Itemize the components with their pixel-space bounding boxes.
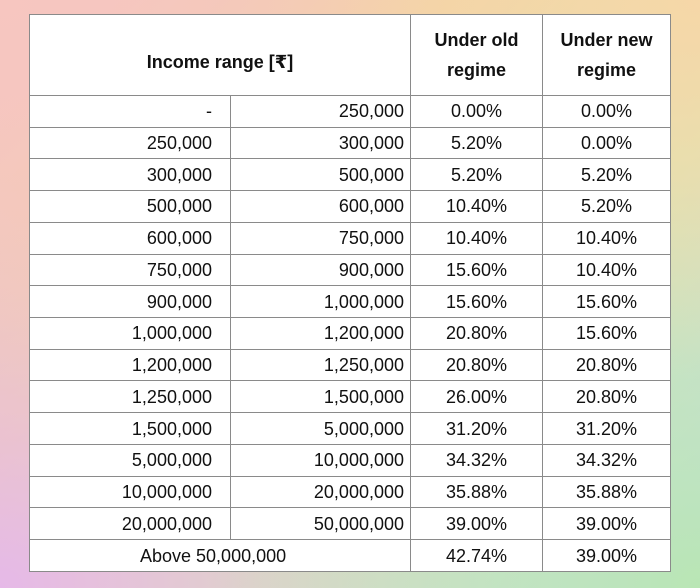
cell-income-to: 1,250,000 xyxy=(231,349,411,381)
cell-income-from: 1,500,000 xyxy=(30,413,231,445)
header-new-regime xyxy=(543,15,671,96)
cell-income-to: 250,000 xyxy=(231,95,411,127)
cell-old-regime-rate: 20.80% xyxy=(411,318,543,350)
header-old-regime-line2: regime xyxy=(446,59,507,80)
cell-old-regime-rate: 42.74% xyxy=(411,540,543,572)
tax-rate-table xyxy=(29,14,671,572)
cell-income-from: 1,000,000 xyxy=(30,318,231,350)
table-row xyxy=(30,127,671,159)
cell-income-to: 20,000,000 xyxy=(231,476,411,508)
tax-rate-table-container xyxy=(29,14,670,572)
cell-income-from: 600,000 xyxy=(30,222,231,254)
cell-income-from: 5,000,000 xyxy=(30,444,231,476)
cell-income-to: 1,000,000 xyxy=(231,286,411,318)
cell-income-from: 1,200,000 xyxy=(30,349,231,381)
cell-income-above: Above 50,000,000 xyxy=(30,540,411,572)
table-row xyxy=(30,349,671,381)
cell-income-from: 300,000 xyxy=(30,159,231,191)
cell-income-to: 600,000 xyxy=(231,191,411,223)
cell-new-regime-rate: 10.40% xyxy=(543,254,671,286)
table-row xyxy=(30,413,671,445)
cell-new-regime-rate: 39.00% xyxy=(543,540,671,572)
cell-income-to: 1,200,000 xyxy=(231,318,411,350)
table-row xyxy=(30,95,671,127)
cell-old-regime-rate: 26.00% xyxy=(411,381,543,413)
cell-new-regime-rate: 0.00% xyxy=(543,95,671,127)
table-row xyxy=(30,286,671,318)
cell-income-from: 900,000 xyxy=(30,286,231,318)
cell-income-to: 50,000,000 xyxy=(231,508,411,540)
cell-old-regime-rate: 39.00% xyxy=(411,508,543,540)
cell-old-regime-rate: 0.00% xyxy=(411,95,543,127)
header-new-regime-line1: Under new xyxy=(560,29,653,50)
header-new-regime-line2: regime xyxy=(576,59,637,80)
cell-old-regime-rate: 34.32% xyxy=(411,444,543,476)
cell-old-regime-rate: 10.40% xyxy=(411,191,543,223)
table-row xyxy=(30,222,671,254)
cell-new-regime-rate: 31.20% xyxy=(543,413,671,445)
cell-old-regime-rate: 15.60% xyxy=(411,286,543,318)
cell-old-regime-rate: 20.80% xyxy=(411,349,543,381)
cell-income-from: 500,000 xyxy=(30,191,231,223)
cell-old-regime-rate: 35.88% xyxy=(411,476,543,508)
table-row xyxy=(30,381,671,413)
cell-old-regime-rate: 10.40% xyxy=(411,222,543,254)
header-spacer-cell xyxy=(30,15,411,30)
cell-new-regime-rate: 15.60% xyxy=(543,318,671,350)
cell-income-from: 20,000,000 xyxy=(30,508,231,540)
table-row xyxy=(30,444,671,476)
cell-new-regime-rate: 39.00% xyxy=(543,508,671,540)
cell-new-regime-rate: 10.40% xyxy=(543,222,671,254)
cell-old-regime-rate: 31.20% xyxy=(411,413,543,445)
cell-old-regime-rate: 5.20% xyxy=(411,127,543,159)
cell-income-to: 1,500,000 xyxy=(231,381,411,413)
table-row xyxy=(30,476,671,508)
cell-income-to: 500,000 xyxy=(231,159,411,191)
cell-new-regime-rate: 20.80% xyxy=(543,349,671,381)
cell-income-from: 250,000 xyxy=(30,127,231,159)
header-spacer-row xyxy=(30,15,671,30)
cell-new-regime-rate: 5.20% xyxy=(543,191,671,223)
table-row xyxy=(30,159,671,191)
cell-old-regime-rate: 5.20% xyxy=(411,159,543,191)
table-row xyxy=(30,318,671,350)
cell-old-regime-rate: 15.60% xyxy=(411,254,543,286)
cell-new-regime-rate: 15.60% xyxy=(543,286,671,318)
cell-income-to: 750,000 xyxy=(231,222,411,254)
table-row xyxy=(30,254,671,286)
cell-income-from: 10,000,000 xyxy=(30,476,231,508)
cell-new-regime-rate: 5.20% xyxy=(543,159,671,191)
cell-income-to: 10,000,000 xyxy=(231,444,411,476)
cell-new-regime-rate: 20.80% xyxy=(543,381,671,413)
table-row xyxy=(30,508,671,540)
cell-income-to: 5,000,000 xyxy=(231,413,411,445)
cell-income-from: 750,000 xyxy=(30,254,231,286)
cell-new-regime-rate: 0.00% xyxy=(543,127,671,159)
cell-income-from: 1,250,000 xyxy=(30,381,231,413)
header-old-regime xyxy=(411,15,543,96)
cell-income-to: 300,000 xyxy=(231,127,411,159)
cell-income-to: 900,000 xyxy=(231,254,411,286)
table-row-last xyxy=(30,540,671,572)
cell-income-from: - xyxy=(30,95,231,127)
cell-new-regime-rate: 35.88% xyxy=(543,476,671,508)
header-income-range: Income range [₹] xyxy=(30,29,411,95)
table-row xyxy=(30,191,671,223)
tax-rate-table-body xyxy=(30,15,671,572)
cell-new-regime-rate: 34.32% xyxy=(543,444,671,476)
header-old-regime-line1: Under old xyxy=(434,29,519,50)
